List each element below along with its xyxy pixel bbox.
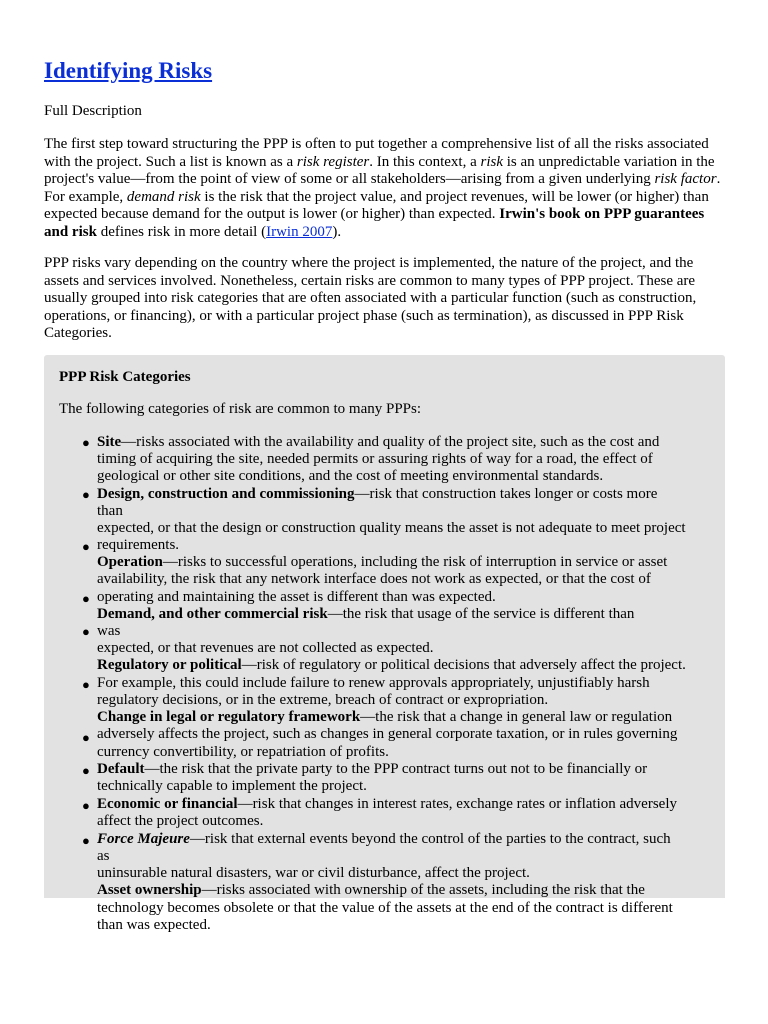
risk-category-text: —risk that construction takes longer or costs more [354, 486, 658, 502]
bullet-icon: ● [82, 591, 90, 606]
list-line [97, 761, 647, 778]
para1-text-3: is an unpredictable variation in the project's value—from the point of view of some or all stakeholders—arising from a given underlying [44, 153, 715, 187]
intro-paragraph [44, 136, 724, 241]
risk-category-name: Default [97, 761, 145, 777]
list-line [97, 848, 110, 865]
risk-category-text: —risks to successful operations, including the risk of interruption in service or asset [162, 554, 668, 570]
risk-category-name: Site [97, 434, 122, 450]
list-line [97, 623, 120, 640]
list-line [97, 865, 530, 882]
bullet-icon: ● [82, 435, 90, 450]
risk-category-text: —risk that changes in interest rates, exchange rates or inflation adversely [237, 796, 677, 812]
risk-category-name: Asset ownership [97, 882, 202, 898]
risk-category-name: Force Majeure [97, 831, 190, 847]
para1-text-7: ). [332, 223, 342, 240]
page-title [44, 58, 212, 84]
para1-text-4: . For example, [44, 171, 721, 205]
risk-category-name: Regulatory or political [97, 657, 242, 673]
risk-category-text: availability, the risk that any network interface does not work as expected, or that the cost of [97, 571, 651, 587]
list-line [97, 675, 650, 692]
risk-term: risk [480, 153, 503, 170]
para1-text-2: . In this context, a [369, 153, 481, 170]
risk-register-term: risk register [296, 153, 370, 170]
bullet-icon: ● [82, 487, 90, 502]
risk-category-text: operating and maintaining the asset is different than was expected. [97, 589, 496, 605]
risk-category-text: For example, this could include failure to renew approvals appropriately, unjustifiably harsh [97, 675, 650, 691]
risk-variation-paragraph: PPP risks vary depending on the country where the project is implemented, the nature of the project, and the assets and services involved. Nonetheless, certain risks are common to many types of PPP project. These are usually grouped into risk categories that are often associated with a particular function (such as construction, operations, or financing), or with a particular project phase (such as termination), as discussed in PPP Risk Categories. [44, 255, 697, 341]
list-line [97, 554, 667, 571]
risk-category-text: regulatory decisions, or in the extreme, breach of contract or expropriation. [97, 692, 549, 708]
list-line [97, 486, 657, 503]
risk-category-name: Economic or financial [97, 796, 238, 812]
list-line [97, 640, 434, 657]
risk-category-text: adversely affects the project, such as changes in general corporate taxation, or in rules governing [97, 726, 678, 742]
risk-category-text: —the risk that usage of the service is different than [327, 606, 635, 622]
risk-category-text: timing of acquiring the site, needed permits or assuring rights of way for a road, the effect of [97, 451, 653, 467]
full-description-label: Full Description [44, 103, 142, 119]
list-line [97, 726, 677, 743]
risk-category-name: Design, construction and commissioning [97, 486, 355, 502]
risk-factor-term: risk factor [654, 171, 717, 187]
risk-category-text: —risks associated with the availability and quality of the project site, such as the cost and [121, 434, 660, 450]
risk-category-text: was [97, 623, 121, 639]
risk-category-text: affect the project outcomes. [97, 813, 264, 829]
risk-category-text: —the risk that the private party to the PPP contract turns out not to be financially or [144, 761, 648, 777]
bullet-icon: ● [82, 624, 90, 639]
list-line [97, 520, 686, 537]
risk-category-text: currency convertibility, or repatriation of profits. [97, 744, 389, 760]
list-line [97, 434, 659, 451]
list-line [97, 468, 603, 485]
bullet-icon: ● [82, 677, 90, 692]
list-line [97, 882, 645, 899]
risk-category-text: —risk that external events beyond the control of the parties to the contract, such [189, 831, 671, 847]
list-line [97, 917, 211, 934]
irwin-2007-link[interactable]: Irwin 2007 [266, 223, 333, 240]
irwin-book-reference: Irwin's book on PPP guarantees and risk [44, 206, 705, 240]
para1-text-5: is the risk that the project value, and project revenues, will be lower (or higher) than expected because demand for the output is lower (or higher) than expected. [44, 188, 709, 222]
list-line [97, 503, 123, 520]
risk-category-text: expected, or that the design or construction quality means the asset is not adequate to meet project [97, 520, 686, 536]
risk-category-text: technically capable to implement the project. [97, 778, 367, 794]
list-line [97, 778, 367, 795]
list-line [97, 813, 263, 830]
risk-category-text: than was expected. [97, 917, 211, 933]
risk-category-text: geological or other site conditions, and the cost of meeting environmental standards. [97, 468, 604, 484]
risk-categories-title: PPP Risk Categories [59, 369, 191, 385]
bullet-icon: ● [82, 798, 90, 813]
list-line [97, 657, 686, 674]
list-line [97, 589, 496, 606]
list-line [97, 571, 651, 588]
risk-category-name: Change in legal or regulatory framework [97, 709, 361, 725]
list-line [97, 537, 179, 554]
risk-category-text: expected, or that revenues are not collected as expected. [97, 640, 434, 656]
risk-category-name: Operation [97, 554, 163, 570]
list-line [97, 451, 653, 468]
list-line [97, 606, 634, 623]
bullet-icon: ● [82, 539, 90, 554]
risk-category-text: uninsurable natural disasters, war or civil disturbance, affect the project. [97, 865, 530, 881]
risk-category-name: Demand, and other commercial risk [97, 606, 328, 622]
bullet-icon: ● [82, 833, 90, 848]
para1-text-1: The first step toward structuring the PPP is often to put together a comprehensive list of all the risks associated with the project. Such a list is known as a [44, 136, 709, 170]
list-line [97, 692, 548, 709]
bullet-icon: ● [82, 730, 90, 745]
risk-category-text: requirements. [97, 537, 180, 553]
risk-categories-intro: The following categories of risk are common to many PPPs: [59, 401, 422, 417]
list-line [97, 709, 672, 726]
risk-category-text: as [97, 848, 110, 864]
risk-category-text: technology becomes obsolete or that the value of the assets at the end of the contract is different [97, 900, 673, 916]
list-line [97, 900, 673, 917]
bullet-icon: ● [82, 763, 90, 778]
demand-risk-term: demand risk [126, 188, 201, 205]
risk-category-text: —risks associated with ownership of the assets, including the risk that the [201, 882, 645, 898]
list-line [97, 744, 389, 761]
list-line [97, 831, 671, 848]
risk-category-text: —the risk that a change in general law or regulation [360, 709, 673, 725]
title-link[interactable]: Identifying Risks [44, 58, 213, 83]
list-line [97, 796, 677, 813]
risk-category-text: —risk of regulatory or political decisions that adversely affect the project. [241, 657, 686, 673]
risk-category-text: than [97, 503, 123, 519]
para1-text-6: defines risk in more detail ( [96, 223, 267, 240]
